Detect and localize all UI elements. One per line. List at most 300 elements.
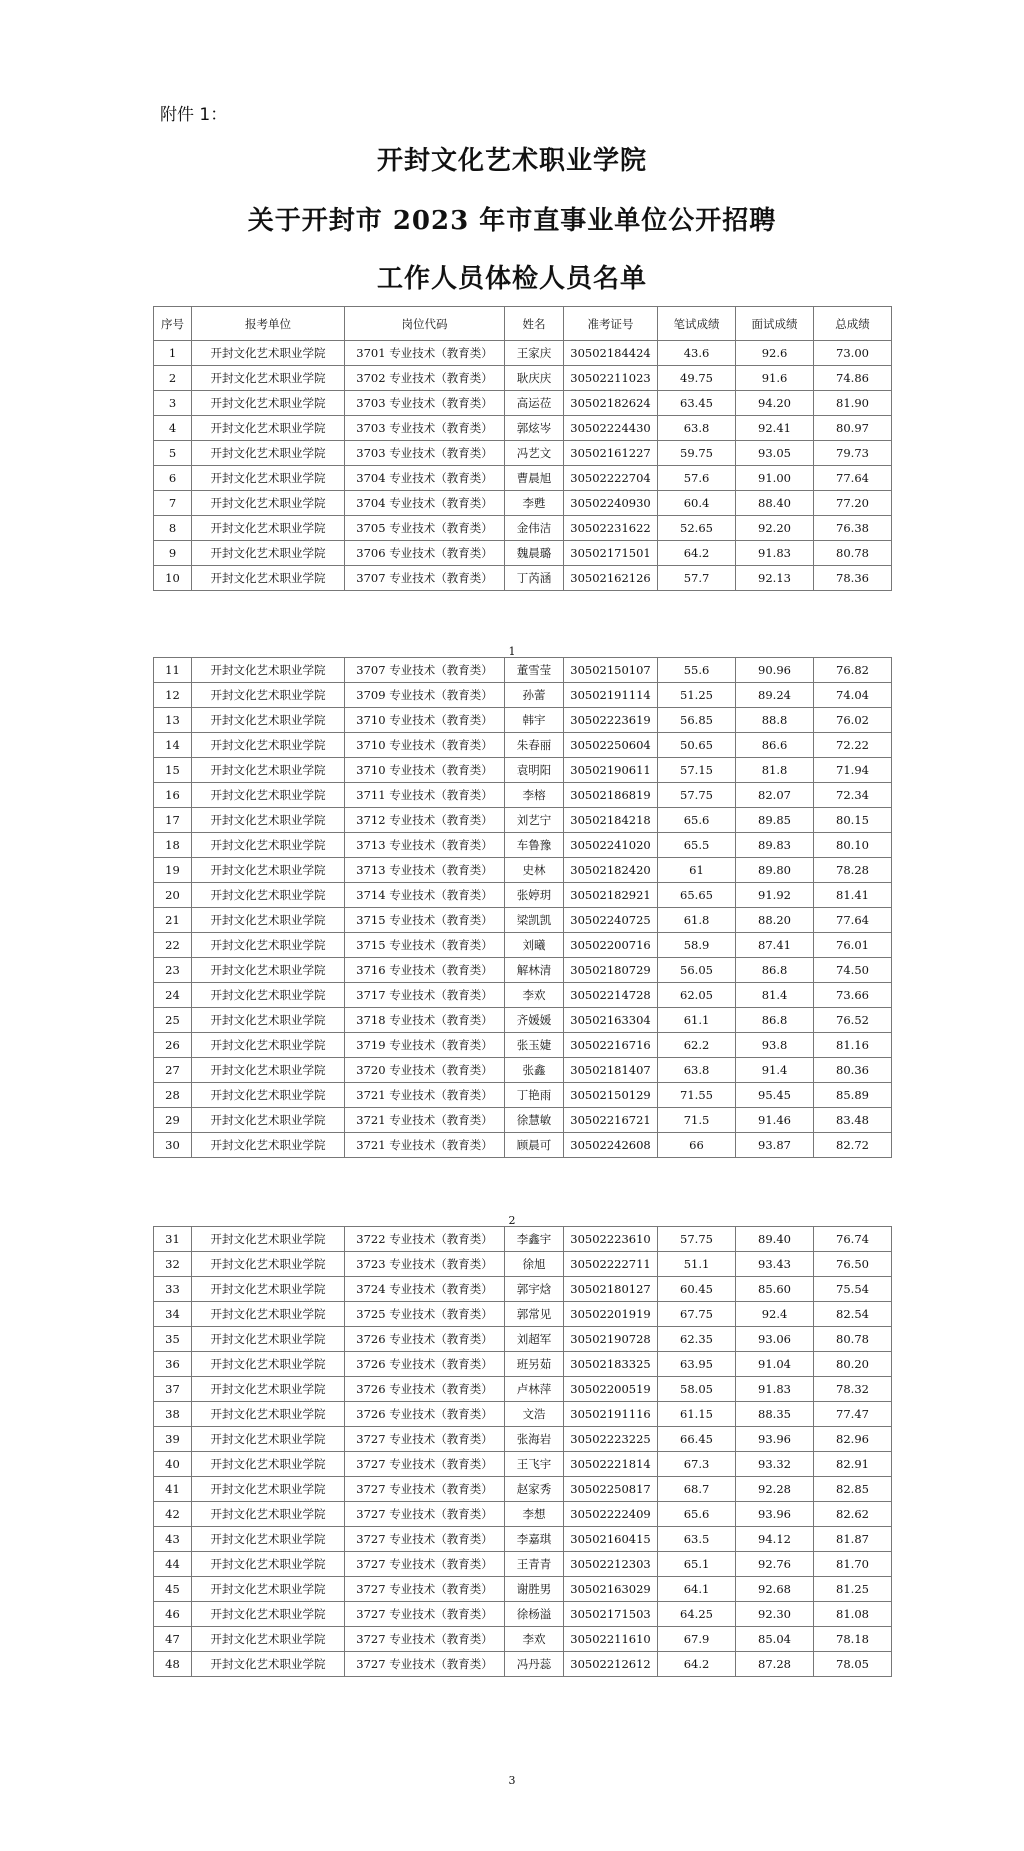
position-code-cell: 3721 专业技术（教育类） xyxy=(345,1133,505,1158)
unit-cell: 开封文化艺术职业学院 xyxy=(192,683,345,708)
written-score-cell: 66 xyxy=(658,1133,736,1158)
ticket-number-cell: 30502212303 xyxy=(564,1552,658,1577)
seq-cell: 30 xyxy=(154,1133,192,1158)
ticket-number-cell: 30502200716 xyxy=(564,933,658,958)
interview-score-cell: 88.35 xyxy=(736,1402,814,1427)
position-code-cell: 3707 专业技术（教育类） xyxy=(345,658,505,683)
seq-cell: 14 xyxy=(154,733,192,758)
name-cell: 赵家秀 xyxy=(505,1477,564,1502)
interview-score-cell: 85.04 xyxy=(736,1627,814,1652)
written-score-cell: 58.9 xyxy=(658,933,736,958)
unit-cell: 开封文化艺术职业学院 xyxy=(192,1527,345,1552)
ticket-number-cell: 30502223610 xyxy=(564,1227,658,1252)
attachment-label: 附件 1： xyxy=(160,105,228,125)
header-cell: 岗位代码 xyxy=(345,307,505,341)
ticket-number-cell: 30502171503 xyxy=(564,1602,658,1627)
seq-cell: 27 xyxy=(154,1058,192,1083)
position-code-cell: 3725 专业技术（教育类） xyxy=(345,1302,505,1327)
ticket-number-cell: 30502222704 xyxy=(564,466,658,491)
ticket-number-cell: 30502222409 xyxy=(564,1502,658,1527)
seq-cell: 40 xyxy=(154,1452,192,1477)
name-cell: 李欢 xyxy=(505,983,564,1008)
total-score-cell: 81.90 xyxy=(814,391,892,416)
written-score-cell: 65.65 xyxy=(658,883,736,908)
total-score-cell: 74.50 xyxy=(814,958,892,983)
written-score-cell: 67.9 xyxy=(658,1627,736,1652)
seq-cell: 10 xyxy=(154,566,192,591)
written-score-cell: 58.05 xyxy=(658,1377,736,1402)
written-score-cell: 64.2 xyxy=(658,1652,736,1677)
interview-score-cell: 93.05 xyxy=(736,441,814,466)
unit-cell: 开封文化艺术职业学院 xyxy=(192,466,345,491)
interview-score-cell: 92.4 xyxy=(736,1302,814,1327)
position-code-cell: 3703 专业技术（教育类） xyxy=(345,391,505,416)
name-cell: 李想 xyxy=(505,1502,564,1527)
written-score-cell: 65.5 xyxy=(658,833,736,858)
unit-cell: 开封文化艺术职业学院 xyxy=(192,983,345,1008)
table-row xyxy=(154,1227,892,1252)
interview-score-cell: 89.40 xyxy=(736,1227,814,1252)
unit-cell: 开封文化艺术职业学院 xyxy=(192,1133,345,1158)
position-code-cell: 3720 专业技术（教育类） xyxy=(345,1058,505,1083)
seq-cell: 25 xyxy=(154,1008,192,1033)
name-cell: 卢林萍 xyxy=(505,1377,564,1402)
table-row xyxy=(154,858,892,883)
seq-cell: 17 xyxy=(154,808,192,833)
unit-cell: 开封文化艺术职业学院 xyxy=(192,1502,345,1527)
name-cell: 曹晨旭 xyxy=(505,466,564,491)
table-row xyxy=(154,416,892,441)
position-code-cell: 3727 专业技术（教育类） xyxy=(345,1527,505,1552)
position-code-cell: 3704 专业技术（教育类） xyxy=(345,466,505,491)
unit-cell: 开封文化艺术职业学院 xyxy=(192,416,345,441)
written-score-cell: 57.7 xyxy=(658,566,736,591)
written-score-cell: 61.1 xyxy=(658,1008,736,1033)
table-row xyxy=(154,1008,892,1033)
table-row xyxy=(154,1402,892,1427)
ticket-number-cell: 30502190611 xyxy=(564,758,658,783)
unit-cell: 开封文化艺术职业学院 xyxy=(192,1033,345,1058)
unit-cell: 开封文化艺术职业学院 xyxy=(192,1108,345,1133)
header-cell: 面试成绩 xyxy=(736,307,814,341)
ticket-number-cell: 30502162126 xyxy=(564,566,658,591)
table-row xyxy=(154,1352,892,1377)
written-score-cell: 60.4 xyxy=(658,491,736,516)
seq-cell: 20 xyxy=(154,883,192,908)
interview-score-cell: 91.46 xyxy=(736,1108,814,1133)
position-code-cell: 3726 专业技术（教育类） xyxy=(345,1402,505,1427)
position-code-cell: 3714 专业技术（教育类） xyxy=(345,883,505,908)
written-score-cell: 52.65 xyxy=(658,516,736,541)
seq-cell: 41 xyxy=(154,1477,192,1502)
name-cell: 郭宇焓 xyxy=(505,1277,564,1302)
written-score-cell: 63.45 xyxy=(658,391,736,416)
total-score-cell: 78.36 xyxy=(814,566,892,591)
interview-score-cell: 91.6 xyxy=(736,366,814,391)
name-cell: 冯丹蕊 xyxy=(505,1652,564,1677)
interview-score-cell: 92.28 xyxy=(736,1477,814,1502)
position-code-cell: 3715 专业技术（教育类） xyxy=(345,908,505,933)
interview-score-cell: 93.06 xyxy=(736,1327,814,1352)
interview-score-cell: 92.68 xyxy=(736,1577,814,1602)
seq-cell: 44 xyxy=(154,1552,192,1577)
name-cell: 梁凯凯 xyxy=(505,908,564,933)
table-row xyxy=(154,1327,892,1352)
unit-cell: 开封文化艺术职业学院 xyxy=(192,1402,345,1427)
written-score-cell: 56.85 xyxy=(658,708,736,733)
table-row xyxy=(154,466,892,491)
interview-score-cell: 91.4 xyxy=(736,1058,814,1083)
seq-cell: 46 xyxy=(154,1602,192,1627)
position-code-cell: 3727 专业技术（教育类） xyxy=(345,1652,505,1677)
name-cell: 李榕 xyxy=(505,783,564,808)
ticket-number-cell: 30502183325 xyxy=(564,1352,658,1377)
table-row xyxy=(154,1652,892,1677)
ticket-number-cell: 30502216716 xyxy=(564,1033,658,1058)
name-cell: 王家庆 xyxy=(505,341,564,366)
page-number: 1 xyxy=(508,645,516,658)
interview-score-cell: 91.83 xyxy=(736,1377,814,1402)
unit-cell: 开封文化艺术职业学院 xyxy=(192,1452,345,1477)
table-row xyxy=(154,1033,892,1058)
table-row xyxy=(154,833,892,858)
ticket-number-cell: 30502184424 xyxy=(564,341,658,366)
position-code-cell: 3726 专业技术（教育类） xyxy=(345,1377,505,1402)
total-score-cell: 73.66 xyxy=(814,983,892,1008)
total-score-cell: 78.05 xyxy=(814,1652,892,1677)
unit-cell: 开封文化艺术职业学院 xyxy=(192,1377,345,1402)
seq-cell: 19 xyxy=(154,858,192,883)
position-code-cell: 3718 专业技术（教育类） xyxy=(345,1008,505,1033)
seq-cell: 7 xyxy=(154,491,192,516)
total-score-cell: 77.20 xyxy=(814,491,892,516)
seq-cell: 31 xyxy=(154,1227,192,1252)
total-score-cell: 82.62 xyxy=(814,1502,892,1527)
total-score-cell: 76.50 xyxy=(814,1252,892,1277)
ticket-number-cell: 30502223225 xyxy=(564,1427,658,1452)
name-cell: 班另茹 xyxy=(505,1352,564,1377)
position-code-cell: 3710 专业技术（教育类） xyxy=(345,758,505,783)
unit-cell: 开封文化艺术职业学院 xyxy=(192,1427,345,1452)
table-row xyxy=(154,883,892,908)
position-code-cell: 3727 专业技术（教育类） xyxy=(345,1452,505,1477)
unit-cell: 开封文化艺术职业学院 xyxy=(192,516,345,541)
name-cell: 刘艺宁 xyxy=(505,808,564,833)
unit-cell: 开封文化艺术职业学院 xyxy=(192,1058,345,1083)
written-score-cell: 57.15 xyxy=(658,758,736,783)
name-cell: 张海岩 xyxy=(505,1427,564,1452)
table-row xyxy=(154,658,892,683)
position-code-cell: 3712 专业技术（教育类） xyxy=(345,808,505,833)
written-score-cell: 55.6 xyxy=(658,658,736,683)
written-score-cell: 67.75 xyxy=(658,1302,736,1327)
unit-cell: 开封文化艺术职业学院 xyxy=(192,933,345,958)
seq-cell: 47 xyxy=(154,1627,192,1652)
table-row xyxy=(154,1277,892,1302)
header-cell: 姓名 xyxy=(505,307,564,341)
seq-cell: 36 xyxy=(154,1352,192,1377)
written-score-cell: 63.5 xyxy=(658,1527,736,1552)
written-score-cell: 56.05 xyxy=(658,958,736,983)
position-code-cell: 3703 专业技术（教育类） xyxy=(345,416,505,441)
total-score-cell: 82.91 xyxy=(814,1452,892,1477)
ticket-number-cell: 30502224430 xyxy=(564,416,658,441)
seq-cell: 32 xyxy=(154,1252,192,1277)
candidate-table-page-3 xyxy=(153,1226,892,1677)
interview-score-cell: 81.8 xyxy=(736,758,814,783)
name-cell: 史林 xyxy=(505,858,564,883)
position-code-cell: 3721 专业技术（教育类） xyxy=(345,1083,505,1108)
name-cell: 张婷玥 xyxy=(505,883,564,908)
interview-score-cell: 88.20 xyxy=(736,908,814,933)
position-code-cell: 3727 专业技术（教育类） xyxy=(345,1552,505,1577)
unit-cell: 开封文化艺术职业学院 xyxy=(192,1327,345,1352)
position-code-cell: 3715 专业技术（教育类） xyxy=(345,933,505,958)
total-score-cell: 80.78 xyxy=(814,1327,892,1352)
written-score-cell: 49.75 xyxy=(658,366,736,391)
written-score-cell: 71.5 xyxy=(658,1108,736,1133)
name-cell: 王飞宇 xyxy=(505,1452,564,1477)
written-score-cell: 65.6 xyxy=(658,808,736,833)
candidate-table-page-2 xyxy=(153,657,892,1158)
position-code-cell: 3716 专业技术（教育类） xyxy=(345,958,505,983)
name-cell: 袁明阳 xyxy=(505,758,564,783)
header-cell: 笔试成绩 xyxy=(658,307,736,341)
ticket-number-cell: 30502250604 xyxy=(564,733,658,758)
total-score-cell: 76.38 xyxy=(814,516,892,541)
name-cell: 张鑫 xyxy=(505,1058,564,1083)
position-code-cell: 3706 专业技术（教育类） xyxy=(345,541,505,566)
unit-cell: 开封文化艺术职业学院 xyxy=(192,1652,345,1677)
name-cell: 李甦 xyxy=(505,491,564,516)
written-score-cell: 61.8 xyxy=(658,908,736,933)
table-row xyxy=(154,683,892,708)
table-row xyxy=(154,1627,892,1652)
unit-cell: 开封文化艺术职业学院 xyxy=(192,1277,345,1302)
name-cell: 耿庆庆 xyxy=(505,366,564,391)
table-row xyxy=(154,808,892,833)
unit-cell: 开封文化艺术职业学院 xyxy=(192,658,345,683)
seq-cell: 18 xyxy=(154,833,192,858)
position-code-cell: 3727 专业技术（教育类） xyxy=(345,1627,505,1652)
table-row xyxy=(154,1427,892,1452)
name-cell: 郭常见 xyxy=(505,1302,564,1327)
table-row xyxy=(154,1452,892,1477)
ticket-number-cell: 30502222711 xyxy=(564,1252,658,1277)
ticket-number-cell: 30502223619 xyxy=(564,708,658,733)
total-score-cell: 71.94 xyxy=(814,758,892,783)
seq-cell: 16 xyxy=(154,783,192,808)
position-code-cell: 3727 专业技术（教育类） xyxy=(345,1427,505,1452)
written-score-cell: 62.35 xyxy=(658,1327,736,1352)
total-score-cell: 80.97 xyxy=(814,416,892,441)
seq-cell: 35 xyxy=(154,1327,192,1352)
name-cell: 徐慧敏 xyxy=(505,1108,564,1133)
table-row xyxy=(154,1083,892,1108)
seq-cell: 9 xyxy=(154,541,192,566)
total-score-cell: 75.54 xyxy=(814,1277,892,1302)
position-code-cell: 3711 专业技术（教育类） xyxy=(345,783,505,808)
table-row xyxy=(154,708,892,733)
total-score-cell: 81.41 xyxy=(814,883,892,908)
seq-cell: 26 xyxy=(154,1033,192,1058)
interview-score-cell: 95.45 xyxy=(736,1083,814,1108)
ticket-number-cell: 30502181407 xyxy=(564,1058,658,1083)
interview-score-cell: 92.30 xyxy=(736,1602,814,1627)
seq-cell: 29 xyxy=(154,1108,192,1133)
written-score-cell: 57.75 xyxy=(658,783,736,808)
ticket-number-cell: 30502190728 xyxy=(564,1327,658,1352)
table-row xyxy=(154,1552,892,1577)
seq-cell: 11 xyxy=(154,658,192,683)
total-score-cell: 74.86 xyxy=(814,366,892,391)
table-row xyxy=(154,783,892,808)
ticket-number-cell: 30502184218 xyxy=(564,808,658,833)
written-score-cell: 64.25 xyxy=(658,1602,736,1627)
total-score-cell: 82.96 xyxy=(814,1427,892,1452)
written-score-cell: 60.45 xyxy=(658,1277,736,1302)
unit-cell: 开封文化艺术职业学院 xyxy=(192,1577,345,1602)
interview-score-cell: 94.20 xyxy=(736,391,814,416)
position-code-cell: 3709 专业技术（教育类） xyxy=(345,683,505,708)
total-score-cell: 76.01 xyxy=(814,933,892,958)
ticket-number-cell: 30502182921 xyxy=(564,883,658,908)
name-cell: 韩宇 xyxy=(505,708,564,733)
written-score-cell: 51.25 xyxy=(658,683,736,708)
interview-score-cell: 81.4 xyxy=(736,983,814,1008)
table-row xyxy=(154,1502,892,1527)
document-title-line-2: 关于开封市 2023 年市直事业单位公开招聘 xyxy=(247,206,777,236)
seq-cell: 15 xyxy=(154,758,192,783)
position-code-cell: 3710 专业技术（教育类） xyxy=(345,708,505,733)
unit-cell: 开封文化艺术职业学院 xyxy=(192,958,345,983)
position-code-cell: 3727 专业技术（教育类） xyxy=(345,1577,505,1602)
name-cell: 董雪莹 xyxy=(505,658,564,683)
name-cell: 李嘉琪 xyxy=(505,1527,564,1552)
seq-cell: 12 xyxy=(154,683,192,708)
total-score-cell: 83.48 xyxy=(814,1108,892,1133)
unit-cell: 开封文化艺术职业学院 xyxy=(192,1252,345,1277)
ticket-number-cell: 30502191114 xyxy=(564,683,658,708)
ticket-number-cell: 30502160415 xyxy=(564,1527,658,1552)
name-cell: 谢胜男 xyxy=(505,1577,564,1602)
unit-cell: 开封文化艺术职业学院 xyxy=(192,366,345,391)
name-cell: 魏晨璐 xyxy=(505,541,564,566)
written-score-cell: 62.05 xyxy=(658,983,736,1008)
unit-cell: 开封文化艺术职业学院 xyxy=(192,808,345,833)
ticket-number-cell: 30502163304 xyxy=(564,1008,658,1033)
total-score-cell: 77.64 xyxy=(814,908,892,933)
seq-cell: 33 xyxy=(154,1277,192,1302)
unit-cell: 开封文化艺术职业学院 xyxy=(192,1008,345,1033)
header-cell: 准考证号 xyxy=(564,307,658,341)
interview-score-cell: 92.20 xyxy=(736,516,814,541)
unit-cell: 开封文化艺术职业学院 xyxy=(192,441,345,466)
total-score-cell: 81.87 xyxy=(814,1527,892,1552)
table-row xyxy=(154,491,892,516)
position-code-cell: 3723 专业技术（教育类） xyxy=(345,1252,505,1277)
seq-cell: 42 xyxy=(154,1502,192,1527)
interview-score-cell: 88.8 xyxy=(736,708,814,733)
position-code-cell: 3727 专业技术（教育类） xyxy=(345,1477,505,1502)
table-row xyxy=(154,733,892,758)
total-score-cell: 80.15 xyxy=(814,808,892,833)
unit-cell: 开封文化艺术职业学院 xyxy=(192,1552,345,1577)
ticket-number-cell: 30502240725 xyxy=(564,908,658,933)
table-row xyxy=(154,541,892,566)
total-score-cell: 81.25 xyxy=(814,1577,892,1602)
unit-cell: 开封文化艺术职业学院 xyxy=(192,883,345,908)
interview-score-cell: 89.85 xyxy=(736,808,814,833)
unit-cell: 开封文化艺术职业学院 xyxy=(192,566,345,591)
total-score-cell: 78.32 xyxy=(814,1377,892,1402)
total-score-cell: 77.47 xyxy=(814,1402,892,1427)
seq-cell: 38 xyxy=(154,1402,192,1427)
unit-cell: 开封文化艺术职业学院 xyxy=(192,1352,345,1377)
table-row xyxy=(154,1302,892,1327)
seq-cell: 2 xyxy=(154,366,192,391)
ticket-number-cell: 30502241020 xyxy=(564,833,658,858)
interview-score-cell: 87.41 xyxy=(736,933,814,958)
interview-score-cell: 86.8 xyxy=(736,958,814,983)
interview-score-cell: 89.80 xyxy=(736,858,814,883)
written-score-cell: 50.65 xyxy=(658,733,736,758)
written-score-cell: 71.55 xyxy=(658,1083,736,1108)
written-score-cell: 43.6 xyxy=(658,341,736,366)
interview-score-cell: 93.32 xyxy=(736,1452,814,1477)
table-row xyxy=(154,1602,892,1627)
seq-cell: 8 xyxy=(154,516,192,541)
name-cell: 解林清 xyxy=(505,958,564,983)
seq-cell: 6 xyxy=(154,466,192,491)
unit-cell: 开封文化艺术职业学院 xyxy=(192,733,345,758)
written-score-cell: 63.8 xyxy=(658,416,736,441)
written-score-cell: 64.1 xyxy=(658,1577,736,1602)
name-cell: 丁艳雨 xyxy=(505,1083,564,1108)
seq-cell: 48 xyxy=(154,1652,192,1677)
header-cell: 序号 xyxy=(154,307,192,341)
ticket-number-cell: 30502180729 xyxy=(564,958,658,983)
name-cell: 金伟洁 xyxy=(505,516,564,541)
seq-cell: 43 xyxy=(154,1527,192,1552)
interview-score-cell: 93.87 xyxy=(736,1133,814,1158)
seq-cell: 5 xyxy=(154,441,192,466)
unit-cell: 开封文化艺术职业学院 xyxy=(192,1227,345,1252)
unit-cell: 开封文化艺术职业学院 xyxy=(192,1083,345,1108)
candidate-table-page-1 xyxy=(153,306,892,591)
total-score-cell: 74.04 xyxy=(814,683,892,708)
written-score-cell: 61.15 xyxy=(658,1402,736,1427)
seq-cell: 1 xyxy=(154,341,192,366)
total-score-cell: 76.82 xyxy=(814,658,892,683)
table-row xyxy=(154,908,892,933)
written-score-cell: 51.1 xyxy=(658,1252,736,1277)
total-score-cell: 80.36 xyxy=(814,1058,892,1083)
table-row xyxy=(154,391,892,416)
position-code-cell: 3719 专业技术（教育类） xyxy=(345,1033,505,1058)
written-score-cell: 67.3 xyxy=(658,1452,736,1477)
written-score-cell: 66.45 xyxy=(658,1427,736,1452)
total-score-cell: 82.72 xyxy=(814,1133,892,1158)
seq-cell: 23 xyxy=(154,958,192,983)
interview-score-cell: 92.76 xyxy=(736,1552,814,1577)
position-code-cell: 3702 专业技术（教育类） xyxy=(345,366,505,391)
name-cell: 孙蕾 xyxy=(505,683,564,708)
ticket-number-cell: 30502240930 xyxy=(564,491,658,516)
unit-cell: 开封文化艺术职业学院 xyxy=(192,1302,345,1327)
table-row xyxy=(154,1108,892,1133)
position-code-cell: 3703 专业技术（教育类） xyxy=(345,441,505,466)
